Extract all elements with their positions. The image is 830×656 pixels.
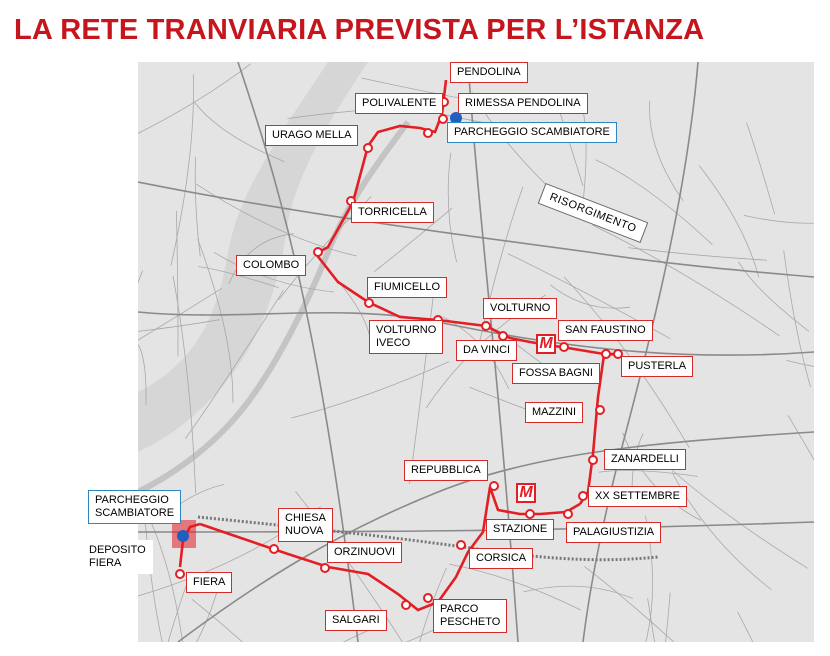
page-title: LA RETE TRANVIARIA PREVISTA PER L’ISTANZA xyxy=(14,14,705,46)
label-parcheggio-scambiatore-north: PARCHEGGIO SCAMBIATORE xyxy=(447,122,617,143)
label-volturno: VOLTURNO xyxy=(483,298,557,319)
label-palagiustizia: PALAGIUSTIZIA xyxy=(566,522,661,543)
street xyxy=(739,262,809,332)
label-torricella: TORRICELLA xyxy=(351,202,434,223)
street xyxy=(410,281,436,484)
stop-rimessa xyxy=(439,115,447,123)
label-pendolina: PENDOLINA xyxy=(450,62,528,83)
label-deposito-fiera-outer: DEPOSITO FIERA xyxy=(82,540,153,574)
stop-chiesa-nuova xyxy=(270,545,278,553)
label-stazione: STAZIONE xyxy=(486,519,554,540)
stop-fiera xyxy=(176,570,184,578)
label-san-faustino: SAN FAUSTINO xyxy=(558,320,653,341)
stop-da-vinci xyxy=(499,332,507,340)
street xyxy=(744,215,814,223)
stop-colombo xyxy=(314,248,322,256)
street xyxy=(192,599,339,642)
label-xx-settembre: XX SETTEMBRE xyxy=(588,486,687,507)
stop-zanardelli xyxy=(589,456,597,464)
label-rimessa-pendolina: RIMESSA PENDOLINA xyxy=(458,93,588,114)
stop-stazione xyxy=(526,510,534,518)
metro-icon-stazione: M xyxy=(516,483,536,503)
label-mazzini: MAZZINI xyxy=(525,402,583,423)
label-colombo: COLOMBO xyxy=(236,255,306,276)
stop-pusterla xyxy=(602,350,610,358)
parking-marker-south xyxy=(177,530,189,542)
street xyxy=(291,362,449,418)
street xyxy=(325,267,371,339)
street xyxy=(628,248,767,261)
stop-volturno xyxy=(482,322,490,330)
tram-network-map[interactable] xyxy=(138,62,814,642)
street xyxy=(448,153,456,262)
metro-icon-north: M xyxy=(536,334,556,354)
label-da-vinci: DA VINCI xyxy=(456,340,517,361)
stop-palagiustizia xyxy=(564,510,572,518)
label-fossa-bagni: FOSSA BAGNI xyxy=(512,363,600,384)
stop-urago-mella xyxy=(364,144,372,152)
label-corsica: CORSICA xyxy=(469,548,533,569)
stop-repubblica xyxy=(490,482,498,490)
label-salgari: SALGARI xyxy=(325,610,387,631)
label-fiera: FIERA xyxy=(186,572,232,593)
stop-fossa-bagni xyxy=(560,343,568,351)
label-parco-pescheto: PARCO PESCHETO xyxy=(433,599,507,633)
label-urago-mella: URAGO MELLA xyxy=(265,125,358,146)
street xyxy=(672,473,771,590)
label-orzinuovi: ORZINUOVI xyxy=(327,542,402,563)
street xyxy=(788,415,814,514)
stop-fiumicello xyxy=(365,299,373,307)
street xyxy=(623,433,701,521)
street xyxy=(738,612,814,642)
label-chiesa-nuova: CHIESA NUOVA xyxy=(278,508,333,542)
label-zanardelli: ZANARDELLI xyxy=(604,449,686,470)
stop-xx-settembre xyxy=(579,492,587,500)
street xyxy=(665,464,807,568)
street xyxy=(650,101,684,201)
street xyxy=(599,470,698,476)
label-risorgimento: RISORGIMENTO xyxy=(538,183,649,243)
stop-orzinuovi xyxy=(321,564,329,572)
street xyxy=(523,586,632,598)
label-pusterla: PUSTERLA xyxy=(621,356,693,377)
street xyxy=(551,285,631,308)
street xyxy=(787,360,814,374)
street xyxy=(195,157,200,257)
street xyxy=(648,598,679,642)
street xyxy=(784,251,811,388)
stop-mazzini xyxy=(596,406,604,414)
label-repubblica: REPUBBLICA xyxy=(404,460,488,481)
street xyxy=(699,166,759,278)
label-parcheggio-scambiatore-south: PARCHEGGIO SCAMBIATORE xyxy=(88,490,181,524)
label-polivalente: POLIVALENTE xyxy=(355,93,443,114)
stop-salgari xyxy=(402,601,410,609)
street xyxy=(171,74,194,266)
label-fiumicello: FIUMICELLO xyxy=(367,277,447,298)
street xyxy=(747,123,775,215)
street xyxy=(138,64,251,169)
label-volturno-iveco: VOLTURNO IVECO xyxy=(369,320,443,354)
street xyxy=(138,271,143,397)
stop-polivalente xyxy=(424,129,432,137)
stop-corsica xyxy=(457,541,465,549)
stop-parco-pescheto xyxy=(424,594,432,602)
street xyxy=(584,566,729,642)
